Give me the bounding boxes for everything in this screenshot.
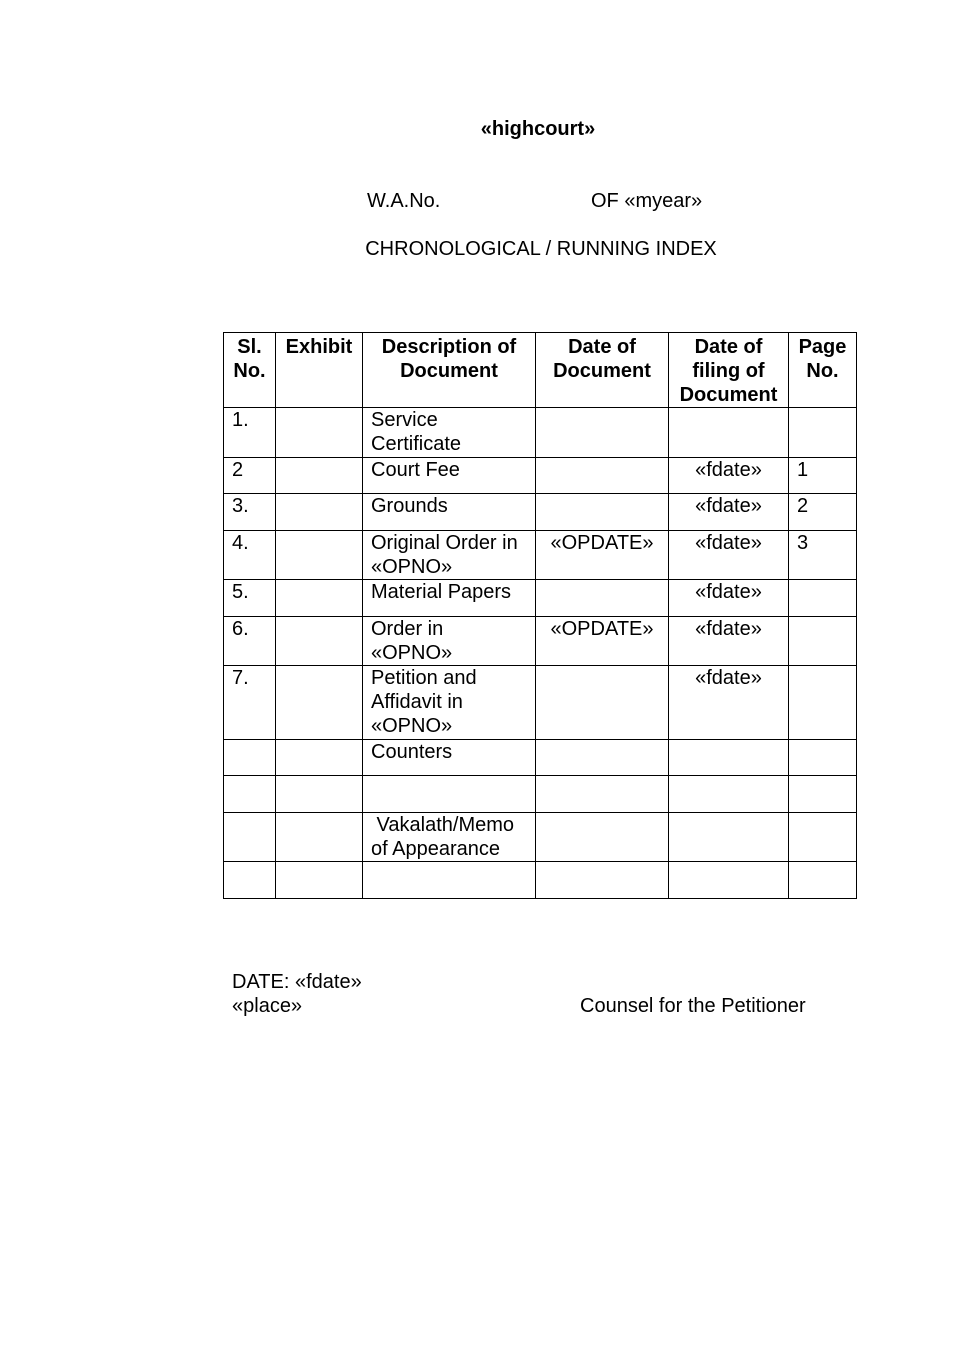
table-row <box>224 813 857 862</box>
cell-text: «OPNO» <box>371 642 453 664</box>
cell-text: «fdate» <box>695 459 762 481</box>
cell-sl-no <box>224 666 276 740</box>
court-name-title: «highcourt» <box>480 118 596 140</box>
cell-sl-no <box>224 740 276 776</box>
cell-description <box>363 580 536 617</box>
cell-text: 4. <box>232 532 249 554</box>
column-header-line: No. <box>806 360 839 382</box>
cell-page-no <box>789 776 857 813</box>
table-row <box>224 531 857 580</box>
cell-sl-no <box>224 813 276 862</box>
table-row <box>224 666 857 740</box>
cell-exhibit <box>276 531 363 580</box>
cell-text: Grounds <box>371 495 448 517</box>
cell-date-of-filing <box>669 408 789 458</box>
cell-text: «OPNO» <box>371 715 453 737</box>
cell-exhibit <box>276 666 363 740</box>
table-row <box>224 408 857 458</box>
cell-description <box>363 617 536 666</box>
column-header-page-no <box>789 333 857 408</box>
cell-sl-no <box>224 408 276 458</box>
cell-text: «OPDATE» <box>550 532 654 554</box>
cell-date-of-document <box>536 862 669 899</box>
column-header-line: Date of <box>568 336 636 358</box>
cell-description <box>363 813 536 862</box>
cell-description <box>363 494 536 531</box>
cell-text: Affidavit in <box>371 691 463 713</box>
cell-text: «fdate» <box>695 581 762 603</box>
column-header-line: Document <box>400 360 498 382</box>
cell-date-of-filing <box>669 666 789 740</box>
cell-text: Vakalath/Memo <box>371 814 515 836</box>
cell-text: «fdate» <box>695 667 762 689</box>
cell-description <box>363 862 536 899</box>
cell-exhibit <box>276 740 363 776</box>
cell-date-of-filing <box>669 862 789 899</box>
cell-exhibit <box>276 862 363 899</box>
cell-date-of-filing <box>669 531 789 580</box>
column-header-line: Description of <box>381 336 517 358</box>
cell-exhibit <box>276 617 363 666</box>
cell-text: Order in <box>371 618 444 640</box>
column-header-line: No. <box>233 360 266 382</box>
cell-exhibit <box>276 458 363 494</box>
cell-description <box>363 776 536 813</box>
cell-date-of-document <box>536 776 669 813</box>
cell-text: «fdate» <box>695 618 762 640</box>
footer-date: DATE: «fdate» <box>232 971 362 993</box>
cell-page-no <box>789 458 857 494</box>
cell-sl-no <box>224 617 276 666</box>
cell-text: 6. <box>232 618 249 640</box>
cell-date-of-document <box>536 408 669 458</box>
cell-text: 7. <box>232 667 249 689</box>
footer-place: «place» <box>232 995 303 1017</box>
cell-exhibit <box>276 580 363 617</box>
cell-text: of Appearance <box>371 838 500 860</box>
cell-date-of-document <box>536 740 669 776</box>
cell-exhibit <box>276 494 363 531</box>
cell-page-no <box>789 408 857 458</box>
cell-page-no <box>789 666 857 740</box>
table-row <box>224 458 857 494</box>
cell-exhibit <box>276 776 363 813</box>
case-number-label: W.A.No. <box>367 190 441 212</box>
cell-text: 1 <box>797 459 809 481</box>
column-header-line: filing of <box>692 360 765 382</box>
cell-description <box>363 458 536 494</box>
cell-text: Original Order in <box>371 532 518 554</box>
column-header-date-of-filing <box>669 333 789 408</box>
column-header-sl-no <box>224 333 276 408</box>
cell-description <box>363 408 536 458</box>
cell-text: «fdate» <box>695 495 762 517</box>
cell-date-of-document <box>536 458 669 494</box>
column-header-date-of-document <box>536 333 669 408</box>
table-header-row <box>224 333 857 408</box>
cell-page-no <box>789 617 857 666</box>
column-header-line: Exhibit <box>285 336 353 358</box>
cell-date-of-filing <box>669 776 789 813</box>
cell-sl-no <box>224 458 276 494</box>
cell-date-of-document <box>536 813 669 862</box>
cell-text: Counters <box>371 741 453 763</box>
column-header-line: Sl. <box>237 336 262 358</box>
cell-text: Court Fee <box>371 459 460 481</box>
cell-date-of-filing <box>669 458 789 494</box>
column-header-line: Date of <box>694 336 763 358</box>
table-row <box>224 862 857 899</box>
cell-sl-no <box>224 531 276 580</box>
column-header-exhibit <box>276 333 363 408</box>
cell-sl-no <box>224 580 276 617</box>
cell-sl-no <box>224 776 276 813</box>
cell-page-no <box>789 813 857 862</box>
case-year-label: OF «myear» <box>591 190 703 212</box>
table-row <box>224 776 857 813</box>
table-row <box>224 580 857 617</box>
cell-text: «fdate» <box>695 532 762 554</box>
cell-page-no <box>789 862 857 899</box>
column-header-line: Page <box>798 336 847 358</box>
cell-date-of-filing <box>669 580 789 617</box>
cell-page-no <box>789 531 857 580</box>
cell-date-of-document <box>536 617 669 666</box>
cell-sl-no <box>224 494 276 531</box>
table-row <box>224 494 857 531</box>
index-heading: CHRONOLOGICAL / RUNNING INDEX <box>365 238 717 260</box>
cell-text: Certificate <box>371 433 462 455</box>
cell-text: Service <box>371 409 438 431</box>
cell-sl-no <box>224 862 276 899</box>
cell-text: «OPNO» <box>371 556 453 578</box>
cell-date-of-document <box>536 531 669 580</box>
cell-exhibit <box>276 813 363 862</box>
cell-date-of-document <box>536 580 669 617</box>
cell-text: 2 <box>797 495 809 517</box>
cell-text: 5. <box>232 581 249 603</box>
chronological-index-table <box>223 332 857 899</box>
cell-date-of-filing <box>669 740 789 776</box>
column-header-description <box>363 333 536 408</box>
cell-text: «OPDATE» <box>550 618 654 640</box>
column-header-line: Document <box>679 384 778 406</box>
cell-page-no <box>789 494 857 531</box>
cell-text: Material Papers <box>371 581 512 603</box>
cell-description <box>363 531 536 580</box>
cell-description <box>363 666 536 740</box>
cell-page-no <box>789 580 857 617</box>
cell-text: 3. <box>232 495 249 517</box>
table-row <box>224 617 857 666</box>
footer-signatory: Counsel for the Petitioner <box>580 995 806 1017</box>
column-header-line: Document <box>553 360 651 382</box>
cell-text: 3 <box>797 532 809 554</box>
cell-text: Petition and <box>371 667 477 689</box>
cell-date-of-filing <box>669 494 789 531</box>
cell-page-no <box>789 740 857 776</box>
cell-text: 1. <box>232 409 249 431</box>
cell-date-of-filing <box>669 813 789 862</box>
cell-date-of-document <box>536 666 669 740</box>
cell-exhibit <box>276 408 363 458</box>
cell-date-of-filing <box>669 617 789 666</box>
cell-text: 2 <box>232 459 244 481</box>
cell-description <box>363 740 536 776</box>
cell-date-of-document <box>536 494 669 531</box>
table-row <box>224 740 857 776</box>
